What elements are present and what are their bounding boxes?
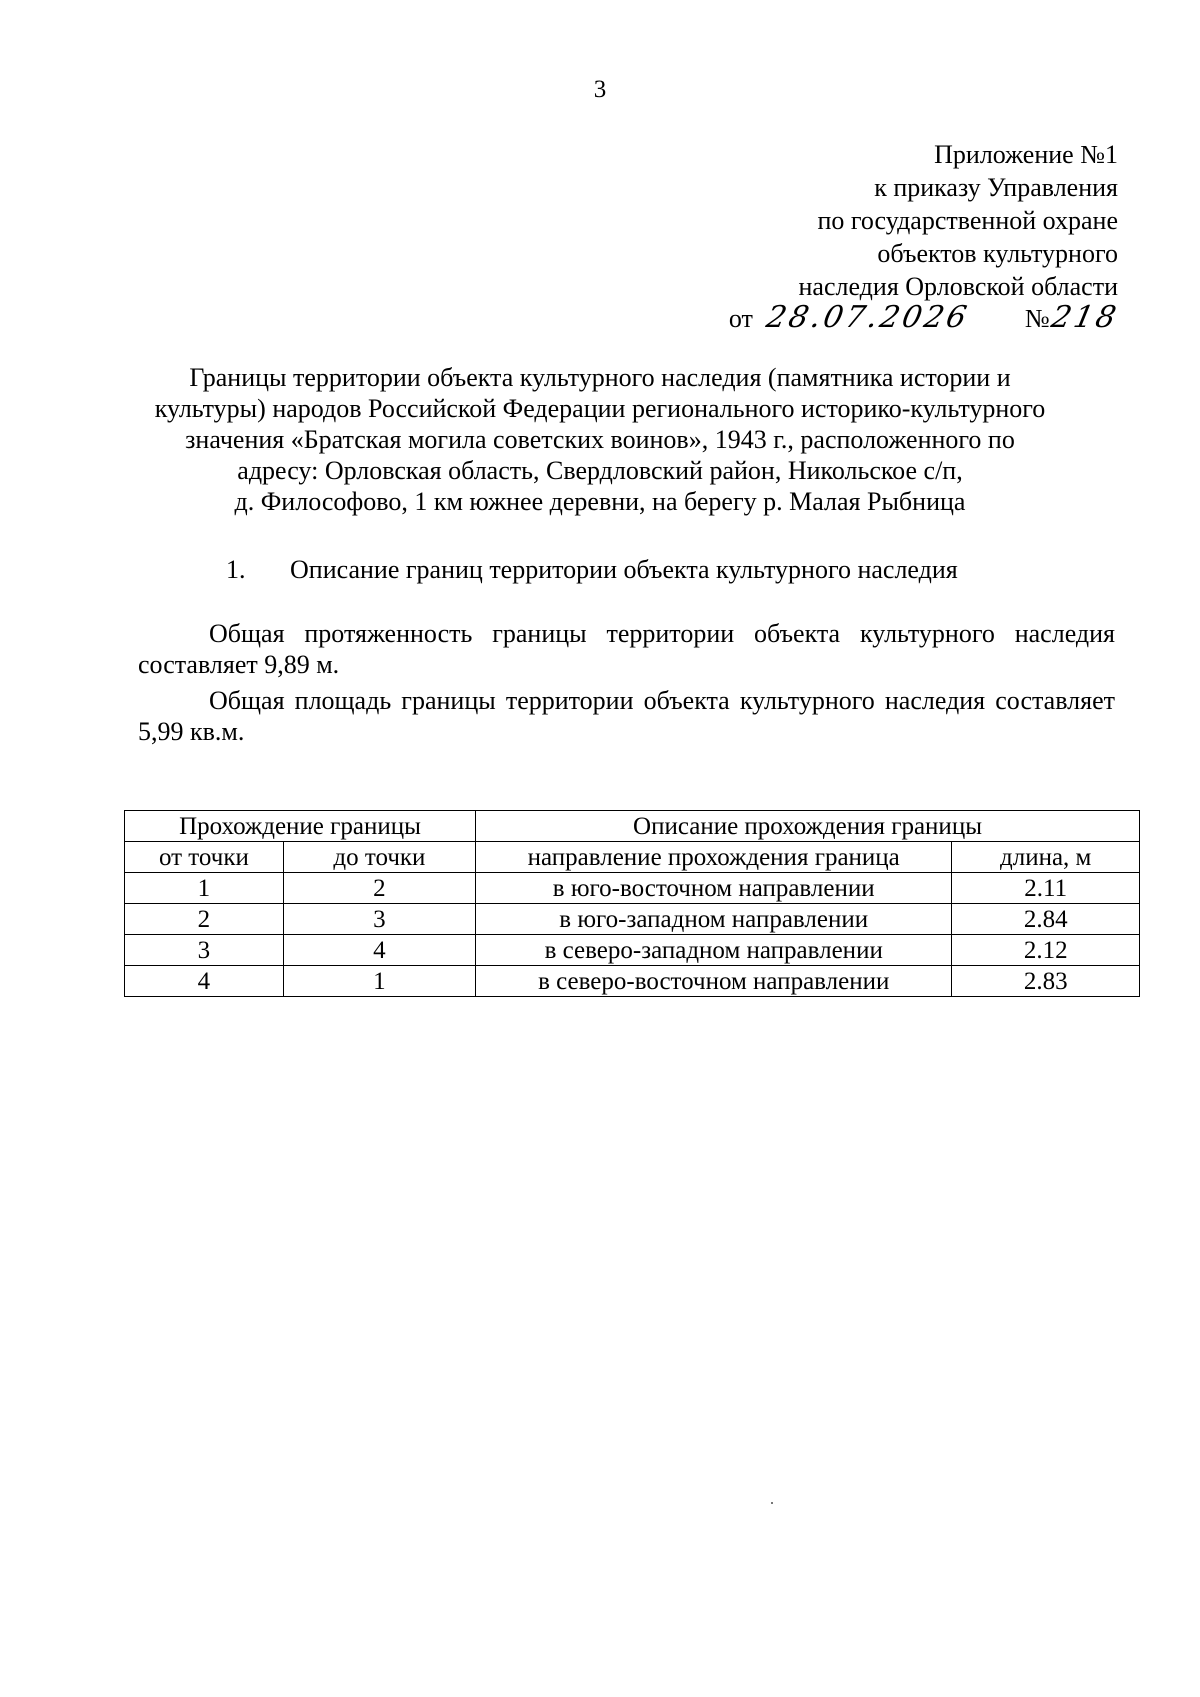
appendix-line: объектов культурного [877,239,1118,268]
group-header-description: Описание прохождения границы [476,811,1140,842]
section-title: Описание границ территории объекта культурного наследия [290,555,958,584]
appendix-line: Приложение №1 [934,140,1118,169]
cell-from: 3 [125,935,284,966]
cell-length: 2.84 [952,904,1140,935]
title-line: д. Философово, 1 км южнее деревни, на берегу р. Малая Рыбница [234,487,966,516]
number-prefix: № [1024,304,1050,333]
title-line: культуры) народов Российской Федерации регионального историко-культурного [154,394,1046,423]
group-header-passage: Прохождение границы [125,811,476,842]
cell-length: 2.12 [952,935,1140,966]
table-row [125,966,1140,997]
title-line: Границы территории объекта культурного наследия (памятника истории и [189,363,1011,392]
table-column-header-row [125,842,1140,873]
appendix-header [728,138,1122,335]
cell-to: 3 [283,904,475,935]
document-title [120,362,1080,517]
page-number: 3 [593,76,607,103]
title-line: значения «Братская могила советских воинов», 1943 г., расположенного по [185,425,1015,454]
cell-direction: в юго-западном направлении [476,904,952,935]
cell-from: 2 [125,904,284,935]
table-row [125,873,1140,904]
appendix-line: по государственной охране [817,206,1118,235]
cell-length: 2.83 [952,966,1140,997]
table-row [125,935,1140,966]
cell-direction: в юго-восточном направлении [476,873,952,904]
appendix-line: к приказу Управления [874,173,1118,202]
column-header-from: от точки [125,842,284,873]
cell-direction: в северо-восточном направлении [476,966,952,997]
table-group-header-row [125,811,1140,842]
cell-to: 2 [283,873,475,904]
column-header-to: до точки [283,842,475,873]
date-prefix: от [728,304,753,333]
length-paragraph: Общая протяженность границы территории объекта культурного наследия составляет 9,89 м. [138,619,1115,679]
boundary-table [124,810,1140,997]
cell-to: 1 [283,966,475,997]
area-paragraph: Общая площадь границы территории объекта культурного наследия составляет 5,99 кв.м. [138,686,1115,746]
table-row [125,904,1140,935]
cell-direction: в северо-западном направлении [476,935,952,966]
cell-from: 1 [125,873,284,904]
scan-speck [771,1502,773,1504]
order-date-number [728,300,1122,335]
section-number: 1. [226,555,246,584]
handwritten-date: 28.07.2026 [763,300,973,335]
cell-to: 4 [283,935,475,966]
column-header-direction: направление прохождения граница [476,842,952,873]
title-line: адресу: Орловская область, Свердловский район, Никольское с/п, [237,456,963,485]
cell-from: 4 [125,966,284,997]
handwritten-order-number: 218 [1048,300,1122,335]
cell-length: 2.11 [952,873,1140,904]
appendix-line: наследия Орловской области [798,272,1118,301]
section-heading [226,555,958,585]
column-header-length: длина, м [952,842,1140,873]
